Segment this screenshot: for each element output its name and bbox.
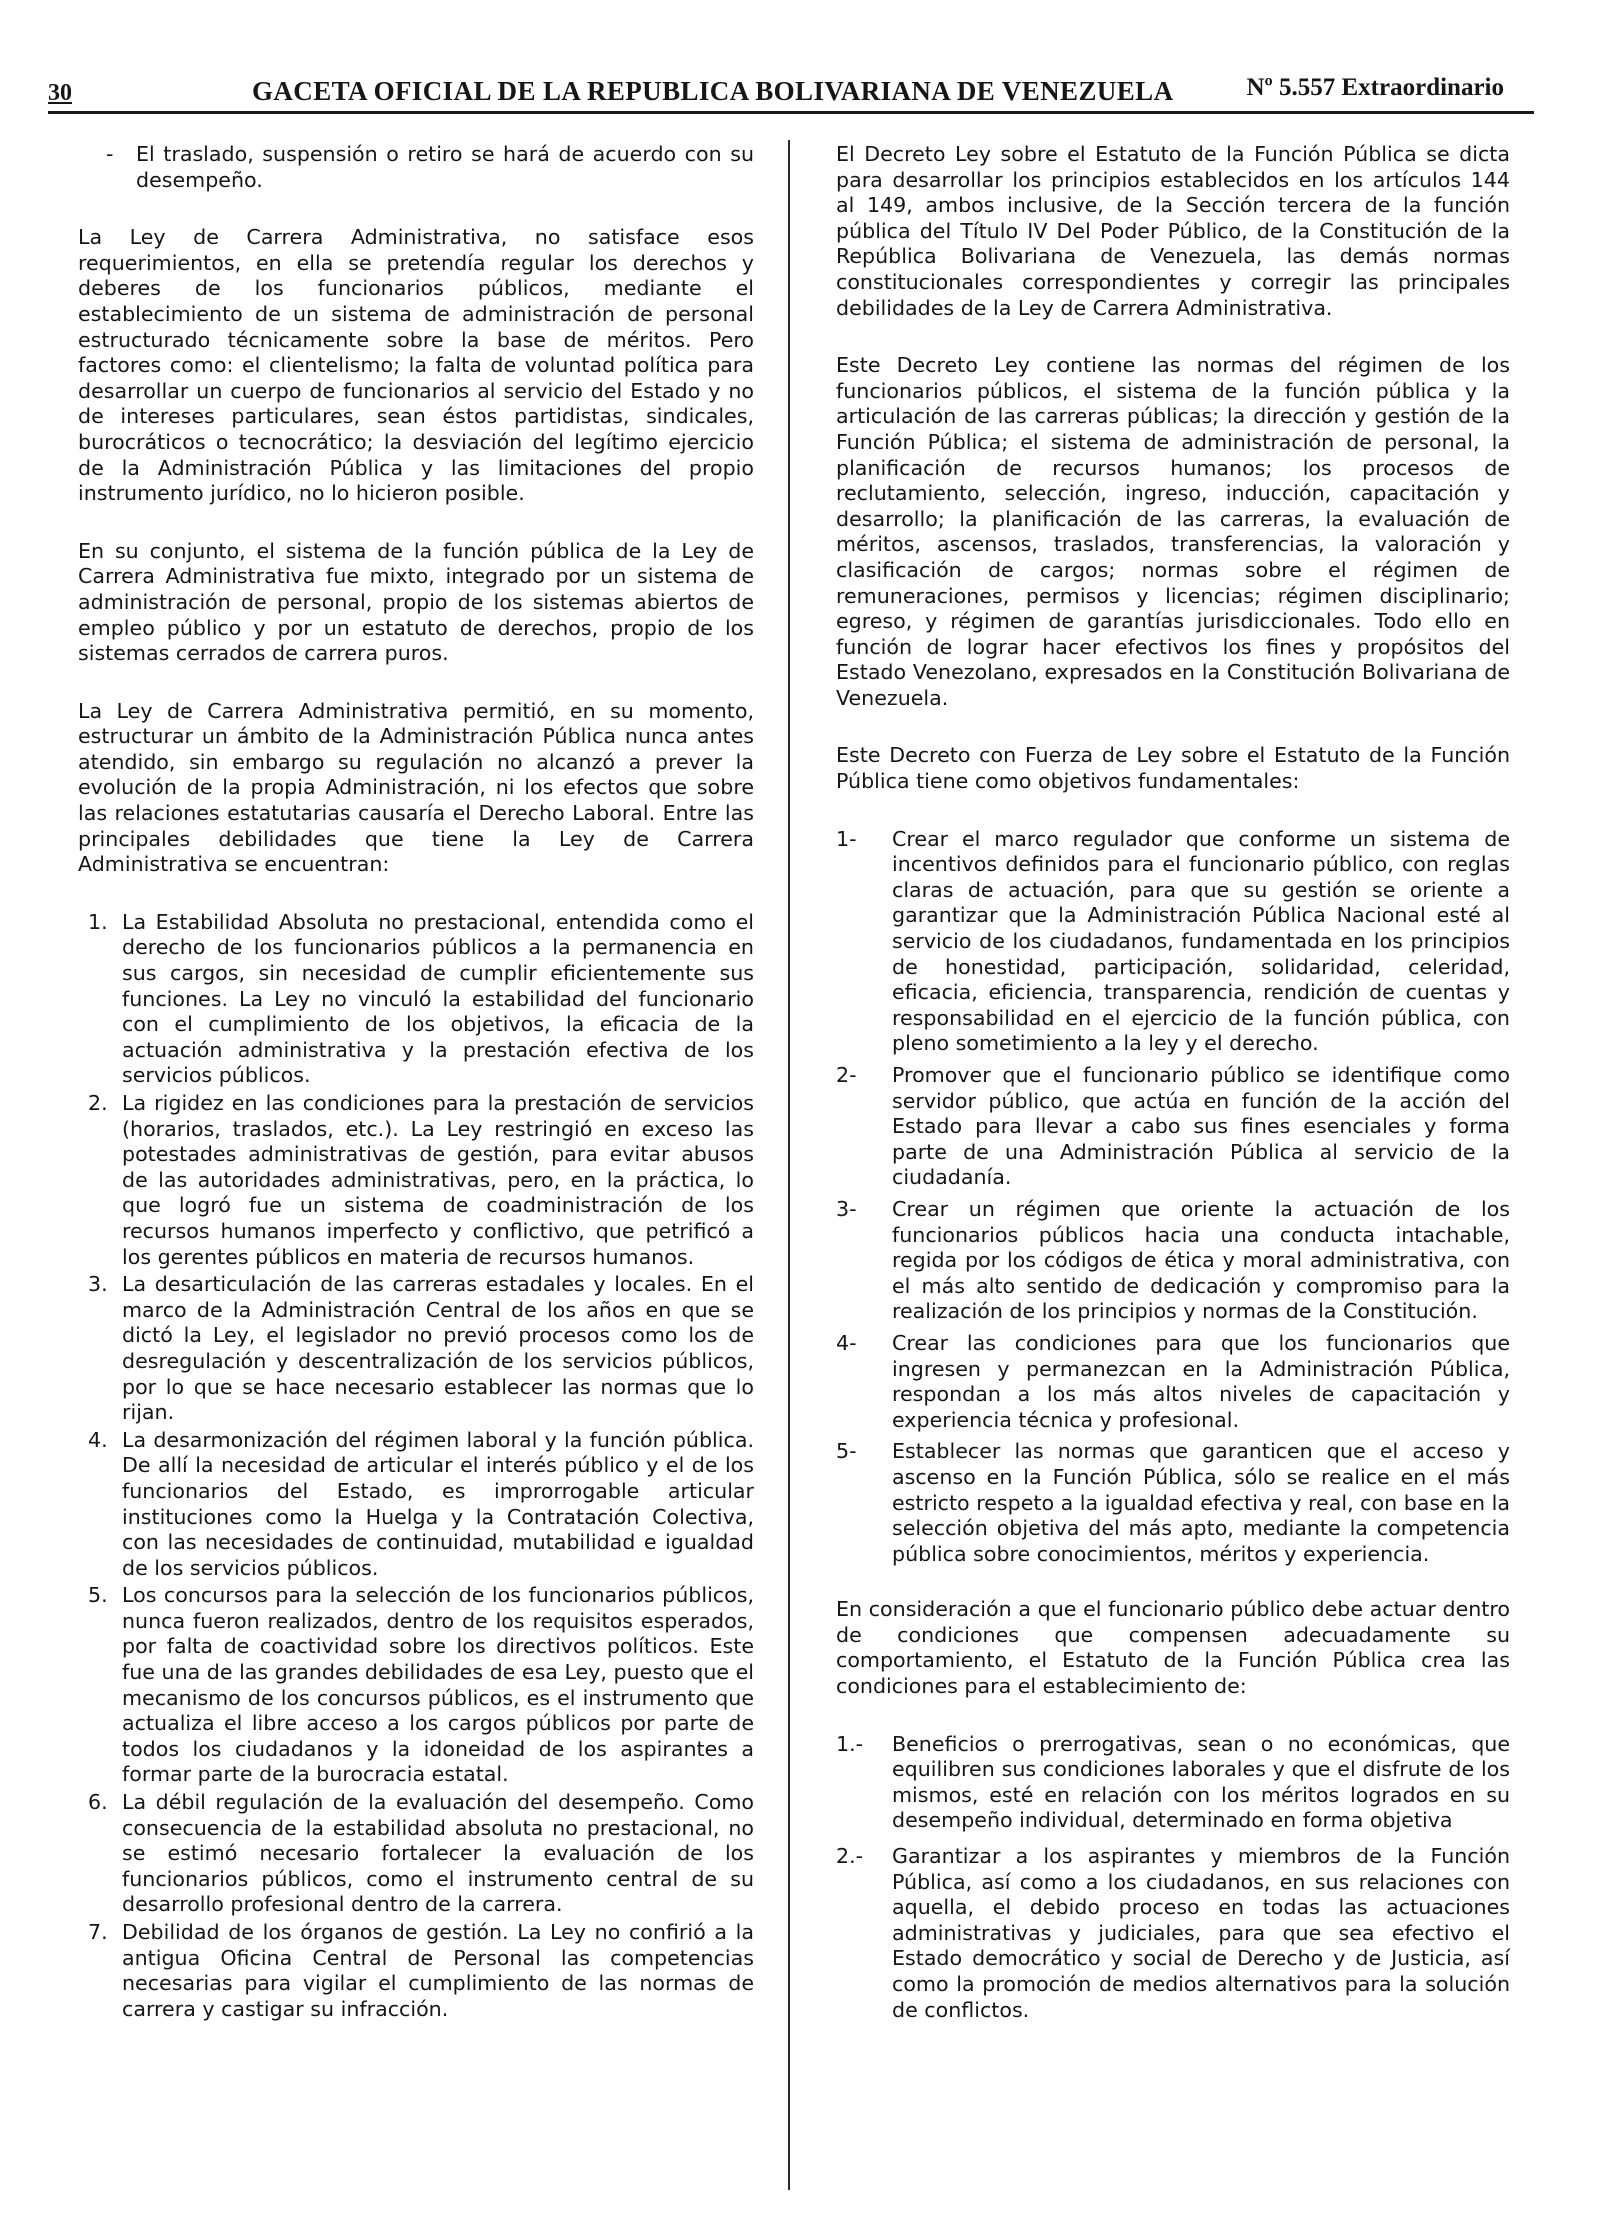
paragraph: En consideración a que el funcionario público debe actuar dentro de condiciones que compensen adecuadamente su comportamiento, el Estatuto de la Función Pública crea las condiciones para el establecimiento de: xyxy=(836,1597,1510,1699)
list-number: 1.- xyxy=(836,1731,864,1756)
list-item xyxy=(836,827,1510,1057)
paragraph: La Ley de Carrera Administrativa permitió, en su momento, estructurar un ámbito de la Administración Pública nunca antes atendido, sin embargo su regulación no alcanzó a prever la evolución de la propia Administración, ni los efectos que sobre las relaciones estatutarias causaría el Derecho Laboral. Entre las principales debilidades que tiene la Ley de Carrera Administrativa se encuentran: xyxy=(78,698,754,877)
list-item-text: Los concursos para la selección de los funcionarios públicos, nunca fueron realizados, dentro de los requisitos esperados, por falta de coactividad sobre los directivos políticos. Este fue una de las grandes debilidades de esa Ley, puesto que el mecanismo de los concursos públicos, es el instrumento que actualiza el libre acceso a los cargos públicos por parte de todos los ciudadanos y la idoneidad de los aspirantes a formar parte de la burocracia estatal. xyxy=(122,1583,755,1787)
list-item xyxy=(836,1439,1510,1567)
list-item-text: Establecer las normas que garanticen que el acceso y ascenso en la Función Pública, sólo se realice en el más estricto respeto a la igualdad efectiva y real, con base en la selección objetiva del más apto, mediante la competencia pública sobre conocimientos, méritos y experiencia. xyxy=(892,1439,1510,1566)
paragraph: El Decreto Ley sobre el Estatuto de la Función Pública se dicta para desarrollar los principios establecidos en los artículos 144 al 149, ambos inclusive, de la Sección tercera de la función pública del Título IV Del Poder Público, de la Constitución de la República Bolivariana de Venezuela, las demás normas constitucionales correspondientes y corregir las principales debilidades de la Ley de Carrera Administrativa. xyxy=(836,142,1510,320)
list-number: 2- xyxy=(836,1063,857,1087)
list-item xyxy=(78,1790,754,1918)
issue-number: Nº 5.557 Extraordinario xyxy=(1246,74,1504,101)
page-number: 30 xyxy=(48,80,72,106)
list-number: 7. xyxy=(88,1920,108,1944)
right-column xyxy=(836,142,1510,2033)
bullet-text: El traslado, suspensión o retiro se hará de acuerdo con su desempeño. xyxy=(136,142,754,192)
list-number: 3. xyxy=(88,1272,108,1297)
list-item xyxy=(836,1844,1510,2023)
bullet-item xyxy=(78,142,754,193)
list-item-text: Crear un régimen que oriente la actuación de los funcionarios públicos hacia una conducta intachable, regida por los códigos de ética y moral administrativa, con el más alto sentido de dedicación y compromiso para la realización de los principios y normas de la Constitución. xyxy=(892,1196,1510,1324)
paragraph: Este Decreto con Fuerza de Ley sobre el Estatuto de la Función Pública tiene como objetivos fundamentales: xyxy=(836,743,1510,794)
list-item xyxy=(836,1331,1510,1433)
list-item-text: La Estabilidad Absoluta no prestacional, entendida como el derecho de los funcionarios públicos a la permanencia en sus cargos, sin necesidad de cumplir eficientemente sus funciones. La Ley no vinculó la estabilidad del funcionario con el cumplimiento de los objetivos, la eficacia de la actuación administrativa y la prestación efectiva de los servicios públicos. xyxy=(122,909,754,1088)
paragraph: En su conjunto, el sistema de la función pública de la Ley de Carrera Administrativa fue mixto, integrado por un sistema de administración de personal, propio de los sistemas abiertos de empleo público y por un estatuto de derechos, propio de los sistemas cerrados de carrera puros. xyxy=(78,538,754,666)
list-item xyxy=(78,1920,754,2022)
list-number: 2.- xyxy=(836,1844,864,1869)
objectives-list xyxy=(836,827,1510,1568)
list-number: 1- xyxy=(836,826,857,851)
list-item-text: Garantizar a los aspirantes y miembros de la Función Pública, así como a los ciudadanos, en sus relaciones con aquella, el debido proceso en todas las actuaciones administrativas y judiciales, para que sea efectivo el Estado democrático y social de Derecho y de Justicia, así como la promoción de medios alternativos para la solución de conflictos. xyxy=(892,1844,1510,2022)
list-item-text: La desarmonización del régimen laboral y la función pública. De allí la necesidad de articular el interés público y el de los funcionarios del Estado, es improrrogable articular instituciones como la Huelga y la Contratación Colectiva, con las necesidades de continuidad, mutabilidad e igualdad de los servicios públicos. xyxy=(122,1427,754,1580)
left-column xyxy=(78,142,754,2024)
list-item-text: Crear las condiciones para que los funcionarios que ingresen y permanezcan en la Administración Pública, respondan a los más altos niveles de capacitación y experiencia técnica y profesional. xyxy=(892,1330,1510,1432)
list-item xyxy=(78,1583,754,1788)
list-number: 3- xyxy=(836,1196,857,1221)
list-item-text: Crear el marco regulador que conforme un sistema de incentivos definidos para el funcionario público, con reglas claras de actuación, para que su gestión se oriente a garantizar que la Administración Pública Nacional esté al servicio de los ciudadanos, fundamentada en los principios de honestidad, participación, solidaridad, celeridad, eficacia, eficiencia, transparencia, rendición de cuentas y responsabilidad en el ejercicio de la función pública, con pleno sometimiento a la ley y el derecho. xyxy=(892,826,1510,1056)
paragraph: La Ley de Carrera Administrativa, no satisface esos requerimientos, en ella se pretendía regular los derechos y deberes de los funcionarios públicos, mediante el establecimiento de un sistema de administración de personal estructurado técnicamente sobre la base de méritos. Pero factores como: el clientelismo; la falta de voluntad política para desarrollar un cuerpo de funcionarios al servicio del Estado y no de intereses particulares, sean éstos partidistas, sindicales, burocráticos o tecnocrático; la desviación del legítimo ejercicio de la Administración Pública y las limitaciones del propio instrumento jurídico, no lo hicieron posible. xyxy=(78,225,754,506)
page-header xyxy=(48,70,1548,116)
list-item-text: La rigidez en las condiciones para la prestación de servicios (horarios, traslados, etc.). La Ley restringió en exceso las potestades administrativas de gestión, para evitar abusos de las autoridades administrativas, pero, en la práctica, lo que logró fue un sistema de coadministración de los recursos humanos imperfecto y conflictivo, que petrificó a los gerentes públicos en materia de recursos humanos. xyxy=(122,1091,754,1269)
list-number: 5- xyxy=(836,1439,857,1464)
paragraph: Este Decreto Ley contiene las normas del régimen de los funcionarios públicos, el sistema de la función pública y la articulación de las carreras públicas; la dirección y gestión de la Función Pública; el sistema de administración de personal, la planificación de recursos humanos; los procesos de reclutamiento, selección, ingreso, inducción, capacitación y desarrollo; la planificación de las carreras, la evaluación de méritos, ascensos, traslados, transferencias, la valoración y clasificación de cargos; normas sobre el régimen de remuneraciones, permisos y licencias; régimen disciplinario; egreso, y régimen de garantías jurisdiccionales. Todo ello en función de lograr hacer efectivos los fines y propósitos del Estado Venezolano, expresados en la Constitución Bolivariana de Venezuela. xyxy=(836,353,1510,710)
list-item xyxy=(836,1732,1510,1834)
list-item-text: Beneficios o prerrogativas, sean o no económicas, que equilibren sus condiciones laborales y que el disfrute de los mismos, esté en relación con los méritos logrados en su desempeño individual, determinado en forma objetiva xyxy=(892,1731,1510,1833)
list-number: 6. xyxy=(88,1790,108,1815)
list-number: 1. xyxy=(88,909,108,934)
list-item-text: Promover que el funcionario público se identifique como servidor público, que actúa en función de la acción del Estado para llevar a cabo sus fines esenciales y forma parte de una Administración Pública al servicio de la ciudadanía. xyxy=(892,1063,1510,1190)
list-number: 2. xyxy=(88,1091,108,1115)
list-number: 4. xyxy=(88,1427,108,1452)
weaknesses-list xyxy=(78,910,754,2023)
column-divider xyxy=(788,140,790,2190)
list-item xyxy=(78,1091,754,1270)
bullet-mark: - xyxy=(106,142,114,166)
list-item-text: Debilidad de los órganos de gestión. La Ley no confirió a la antigua Oficina Central de Personal las competencias necesarias para vigilar el cumplimiento de las normas de carrera y castigar su infracción. xyxy=(122,1920,754,2021)
list-item-text: La débil regulación de la evaluación del desempeño. Como consecuencia de la estabilidad absoluta no prestacional, no se estimó necesario fortalecer la evaluación de los funcionarios públicos, como el instrumento central de su desarrollo profesional dentro de la carrera. xyxy=(122,1790,754,1917)
conditions-list xyxy=(836,1732,1510,2024)
list-item xyxy=(78,910,754,1089)
list-number: 5. xyxy=(88,1583,108,1608)
list-number: 4- xyxy=(836,1330,857,1355)
list-item xyxy=(78,1428,754,1582)
list-item xyxy=(78,1272,754,1426)
gazette-title: GACETA OFICIAL DE LA REPUBLICA BOLIVARIANA DE VENEZUELA xyxy=(252,76,1174,106)
list-item xyxy=(836,1197,1510,1325)
list-item-text: La desarticulación de las carreras estadales y locales. En el marco de la Administración Central de los años en que se dictó la Ley, el legislador no previó procesos como los de desregulación y descentralización de los servicios públicos, por lo que se hace necesario establecer las normas que lo rijan. xyxy=(122,1272,754,1425)
list-item xyxy=(836,1063,1510,1191)
header-rule xyxy=(48,111,1534,114)
